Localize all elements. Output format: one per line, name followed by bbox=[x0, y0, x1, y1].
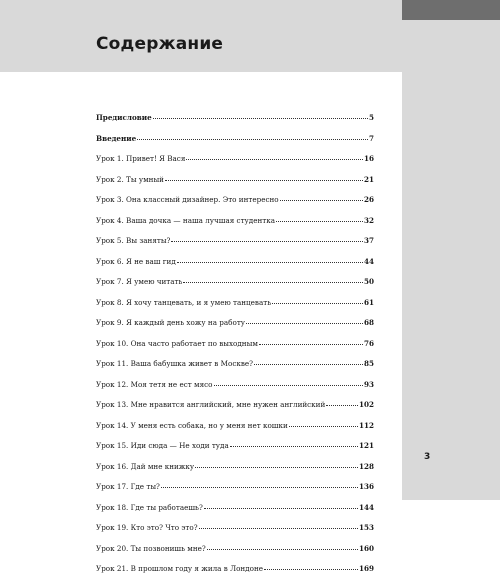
toc-entry-page: 128 bbox=[358, 461, 374, 471]
toc-entry[interactable] bbox=[96, 236, 374, 257]
toc-entry[interactable] bbox=[96, 503, 374, 524]
toc-entry-page: 37 bbox=[363, 236, 374, 245]
toc-entry-title: Урок 14. У меня есть собака, но у меня нет кошки bbox=[96, 420, 288, 430]
toc-entry[interactable] bbox=[96, 257, 374, 278]
toc-dot-leader bbox=[186, 159, 363, 160]
toc-entry-page: 144 bbox=[358, 502, 374, 512]
toc-dot-leader bbox=[153, 118, 368, 119]
toc-entry[interactable] bbox=[96, 175, 374, 196]
toc-entry[interactable] bbox=[96, 544, 374, 565]
toc-entry-title: Урок 3. Она классный дизайнер. Это интересно bbox=[96, 195, 279, 204]
toc-dot-leader bbox=[254, 364, 363, 365]
toc-dot-leader bbox=[161, 487, 358, 488]
side-margin-strip bbox=[402, 0, 500, 500]
toc-entry-title: Урок 7. Я умею читать bbox=[96, 277, 183, 286]
toc-entry[interactable] bbox=[96, 134, 374, 155]
toc-entry[interactable] bbox=[96, 462, 374, 483]
toc-dot-leader bbox=[214, 385, 363, 386]
toc-dot-leader bbox=[195, 467, 358, 468]
toc-entry-title: Урок 12. Моя тетя не ест мясо bbox=[96, 379, 213, 389]
toc-dot-leader bbox=[171, 241, 363, 242]
toc-entry-title: Урок 18. Где ты работаешь? bbox=[96, 502, 203, 512]
toc-entry[interactable] bbox=[96, 318, 374, 339]
toc-entry-title: Урок 2. Ты умный bbox=[96, 174, 164, 184]
toc-dot-leader bbox=[177, 262, 363, 263]
toc-entry-page: 160 bbox=[358, 543, 374, 553]
toc-entry-page: 169 bbox=[358, 564, 374, 573]
toc-entry-title: Урок 1. Привет! Я Вася bbox=[96, 154, 186, 163]
toc-entry-title: Урок 13. Мне нравится английский, мне нужен английский bbox=[96, 400, 326, 409]
toc-entry-page: 5 bbox=[368, 113, 374, 122]
toc-entry[interactable] bbox=[96, 277, 374, 298]
toc-entry-page: 68 bbox=[363, 318, 374, 327]
toc-dot-leader bbox=[280, 200, 363, 201]
toc-entry-page: 21 bbox=[363, 174, 374, 184]
toc-entry-page: 112 bbox=[358, 420, 374, 430]
toc-entry[interactable] bbox=[96, 359, 374, 380]
toc-entry-title: Урок 16. Дай мне книжку bbox=[96, 461, 195, 471]
toc-entry[interactable] bbox=[96, 400, 374, 421]
toc-entry-title: Введение bbox=[96, 133, 137, 143]
toc-dot-leader bbox=[165, 180, 363, 181]
toc-dot-leader bbox=[289, 426, 358, 427]
toc-entry-page: 50 bbox=[363, 277, 374, 286]
toc-entry-page: 7 bbox=[368, 133, 374, 143]
toc-entry-title: Урок 4. Ваша дочка — наша лучшая студентка bbox=[96, 215, 276, 225]
toc-entry[interactable] bbox=[96, 339, 374, 360]
toc-entry[interactable] bbox=[96, 216, 374, 237]
toc-dot-leader bbox=[230, 446, 358, 447]
toc-entry-title: Урок 11. Ваша бабушка живет в Москве? bbox=[96, 359, 253, 368]
toc-dot-leader bbox=[326, 405, 358, 406]
page-title: Содержание bbox=[96, 34, 224, 54]
toc-entry-title: Урок 20. Ты позвонишь мне? bbox=[96, 543, 206, 553]
toc-entry[interactable] bbox=[96, 298, 374, 319]
toc-entry[interactable] bbox=[96, 195, 374, 216]
toc-dot-leader bbox=[264, 569, 358, 570]
page-number: 3 bbox=[424, 452, 431, 462]
toc-entry-page: 136 bbox=[358, 482, 374, 491]
toc-dot-leader bbox=[207, 549, 358, 550]
table-of-contents bbox=[96, 113, 374, 585]
toc-dot-leader bbox=[204, 508, 358, 509]
toc-entry[interactable] bbox=[96, 564, 374, 585]
toc-entry-title: Урок 15. Иди сюда — Не ходи туда bbox=[96, 441, 229, 450]
toc-entry[interactable] bbox=[96, 421, 374, 442]
toc-entry-page: 32 bbox=[363, 215, 374, 225]
toc-entry-title: Урок 17. Где ты? bbox=[96, 482, 160, 491]
toc-entry-page: 26 bbox=[363, 195, 374, 204]
toc-entry[interactable] bbox=[96, 154, 374, 175]
toc-dot-leader bbox=[276, 221, 363, 222]
toc-dot-leader bbox=[199, 528, 358, 529]
toc-dot-leader bbox=[183, 282, 363, 283]
toc-entry[interactable] bbox=[96, 113, 374, 134]
toc-dot-leader bbox=[137, 139, 368, 140]
toc-entry-page: 85 bbox=[363, 359, 374, 368]
toc-entry-title: Урок 10. Она часто работает по выходным bbox=[96, 338, 258, 348]
toc-entry-page: 121 bbox=[358, 441, 374, 450]
toc-entry[interactable] bbox=[96, 523, 374, 544]
toc-entry-title: Предисловие bbox=[96, 113, 152, 122]
toc-entry[interactable] bbox=[96, 441, 374, 462]
toc-dot-leader bbox=[259, 344, 363, 345]
toc-entry-page: 93 bbox=[363, 379, 374, 389]
toc-entry-page: 44 bbox=[363, 256, 374, 266]
toc-entry[interactable] bbox=[96, 380, 374, 401]
toc-entry-page: 76 bbox=[363, 338, 374, 348]
toc-entry-page: 102 bbox=[358, 400, 374, 409]
toc-entry-title: Урок 9. Я каждый день хожу на работу bbox=[96, 318, 246, 327]
toc-entry-page: 153 bbox=[358, 523, 374, 532]
toc-dot-leader bbox=[272, 303, 363, 304]
toc-dot-leader bbox=[246, 323, 363, 324]
toc-entry[interactable] bbox=[96, 482, 374, 503]
toc-entry-page: 16 bbox=[363, 154, 374, 163]
toc-entry-title: Урок 19. Кто это? Что это? bbox=[96, 523, 198, 532]
side-tab-marker bbox=[402, 0, 500, 20]
toc-entry-title: Урок 8. Я хочу танцевать, и я умею танцевать bbox=[96, 297, 272, 307]
toc-entry-title: Урок 21. В прошлом году я жила в Лондоне bbox=[96, 564, 263, 573]
toc-entry-title: Урок 5. Вы заняты? bbox=[96, 236, 171, 245]
toc-entry-page: 61 bbox=[363, 297, 374, 307]
toc-entry-title: Урок 6. Я не ваш гид bbox=[96, 256, 176, 266]
